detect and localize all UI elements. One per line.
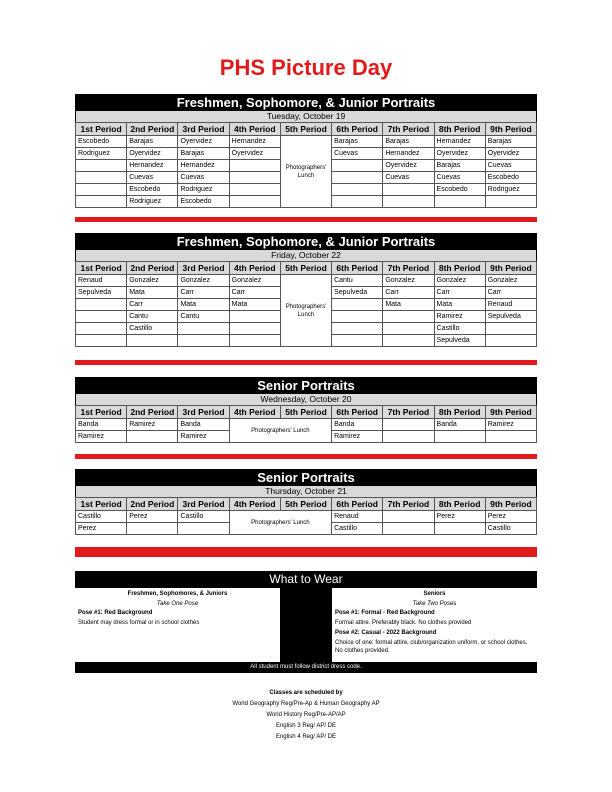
student-cell: Escobedo: [127, 184, 178, 196]
schedule-section-3: [75, 377, 537, 443]
student-cell: [76, 311, 127, 323]
period-header: 9th Period: [485, 123, 536, 136]
student-cell: [434, 523, 485, 535]
student-cell: [383, 323, 434, 335]
student-cell: [229, 311, 280, 323]
student-cell: Cuevas: [485, 160, 536, 172]
student-cell: Barajas: [332, 136, 383, 148]
period-header: 1st Period: [76, 123, 127, 136]
student-cell: Ramirez: [485, 419, 536, 431]
photographers-lunch: Photographers' Lunch: [229, 511, 331, 535]
student-cell: Cuevas: [332, 148, 383, 160]
class-line: English 4 Reg/ AP/ DE: [275, 734, 337, 740]
period-header: 7th Period: [383, 498, 434, 511]
student-cell: [332, 184, 383, 196]
student-cell: Perez: [76, 523, 127, 535]
wear-subheading: Take Two Poses: [412, 601, 457, 607]
student-cell: [332, 335, 383, 347]
period-header: 7th Period: [383, 262, 434, 275]
class-line: World Geography Reg/Pre-Ap & Human Geography AP: [232, 701, 380, 707]
student-cell: Cuevas: [127, 172, 178, 184]
student-cell: [178, 323, 229, 335]
student-cell: Carr: [127, 299, 178, 311]
student-cell: Cantu: [127, 311, 178, 323]
period-header: 3rd Period: [178, 406, 229, 419]
student-cell: Oyervidez: [127, 148, 178, 160]
student-cell: Gonzalez: [229, 275, 280, 287]
student-cell: [229, 172, 280, 184]
student-cell: Mata: [229, 299, 280, 311]
student-cell: Oyervidez: [229, 148, 280, 160]
period-header: 6th Period: [332, 406, 383, 419]
student-cell: [383, 335, 434, 347]
student-cell: Rodriguez: [485, 184, 536, 196]
period-header: 8th Period: [434, 123, 485, 136]
student-cell: [383, 184, 434, 196]
student-cell: Ramirez: [76, 431, 127, 443]
schedule-table: [75, 122, 537, 208]
period-header: 6th Period: [332, 498, 383, 511]
classes-heading: Classes are scheduled by: [269, 690, 343, 696]
student-cell: [332, 160, 383, 172]
table-row: [76, 136, 537, 148]
section-date: Tuesday, October 19: [75, 111, 537, 122]
schedule-table: [75, 405, 537, 443]
student-cell: Perez: [434, 511, 485, 523]
student-cell: Carr: [229, 287, 280, 299]
student-cell: Oyervidez: [485, 148, 536, 160]
section-banner: Freshmen, Sophomore, & Junior Portraits: [75, 233, 537, 250]
student-cell: [485, 323, 536, 335]
pose-title: Pose #1: Red Background: [78, 610, 153, 616]
student-cell: Banda: [178, 419, 229, 431]
student-cell: Escobedo: [434, 184, 485, 196]
wear-seniors: [332, 588, 537, 662]
classes-note: [0, 688, 612, 743]
period-header: 8th Period: [434, 498, 485, 511]
student-cell: Sepulveda: [76, 287, 127, 299]
table-row: [76, 419, 537, 431]
period-header: 9th Period: [485, 406, 536, 419]
student-cell: [76, 323, 127, 335]
student-cell: [383, 419, 434, 431]
student-cell: [383, 431, 434, 443]
student-cell: Ramirez: [178, 431, 229, 443]
student-cell: [127, 523, 178, 535]
period-header: 6th Period: [332, 123, 383, 136]
section-banner: Senior Portraits: [75, 377, 537, 394]
period-header: 9th Period: [485, 262, 536, 275]
student-cell: Barajas: [485, 136, 536, 148]
student-cell: [76, 299, 127, 311]
student-cell: Renaud: [332, 511, 383, 523]
schedule-table: [75, 497, 537, 535]
student-cell: Renaud: [485, 299, 536, 311]
student-cell: [383, 196, 434, 208]
pose-text: Choice of one: formal attire, club/organization uniform, or school clothes. No clothes provided.: [335, 640, 528, 654]
pose-title: Pose #2: Casual - 2022 Background: [335, 630, 437, 636]
student-cell: Castillo: [434, 323, 485, 335]
period-header: 3rd Period: [178, 262, 229, 275]
student-cell: Mata: [127, 287, 178, 299]
page-title: PHS Picture Day: [219, 55, 393, 80]
student-cell: Barajas: [127, 136, 178, 148]
section-banner: Freshmen, Sophomore, & Junior Portraits: [75, 94, 537, 111]
period-header: 5th Period: [280, 123, 331, 136]
red-divider: [75, 360, 537, 365]
student-cell: Perez: [127, 511, 178, 523]
student-cell: [485, 196, 536, 208]
photographers-lunch: Photographers' Lunch: [280, 136, 331, 208]
student-cell: Mata: [383, 299, 434, 311]
student-cell: Ramirez: [127, 419, 178, 431]
period-header: 4th Period: [229, 123, 280, 136]
dress-code-note: All student must follow district dress code.: [75, 662, 537, 673]
period-header: 1st Period: [76, 406, 127, 419]
student-cell: Carr: [383, 287, 434, 299]
period-header: 1st Period: [76, 262, 127, 275]
period-header: 9th Period: [485, 498, 536, 511]
student-cell: Castillo: [485, 523, 536, 535]
period-header: 7th Period: [383, 123, 434, 136]
what-to-wear: [75, 571, 537, 673]
wear-subheading: Take One Pose: [156, 601, 199, 607]
period-header: 3rd Period: [178, 498, 229, 511]
pose-text: Formal attire. Preferably black. No clothes provided: [335, 620, 472, 626]
student-cell: Mata: [178, 299, 229, 311]
class-line: World History Reg/Pre-AP/AP: [266, 712, 346, 718]
student-cell: [434, 196, 485, 208]
student-cell: [76, 160, 127, 172]
period-header: 8th Period: [434, 406, 485, 419]
table-row: [76, 275, 537, 287]
section-banner: Senior Portraits: [75, 469, 537, 486]
student-cell: Banda: [76, 419, 127, 431]
period-header: 8th Period: [434, 262, 485, 275]
student-cell: Sepulveda: [485, 311, 536, 323]
red-divider: [75, 454, 537, 459]
period-header: 4th Period: [229, 262, 280, 275]
student-cell: [332, 311, 383, 323]
period-header: 5th Period: [280, 406, 331, 419]
student-cell: Renaud: [76, 275, 127, 287]
student-cell: [76, 196, 127, 208]
student-cell: Hernandez: [434, 136, 485, 148]
student-cell: Gonzalez: [485, 275, 536, 287]
photographers-lunch: Photographers' Lunch: [280, 275, 331, 347]
student-cell: [229, 196, 280, 208]
period-header: 2nd Period: [127, 123, 178, 136]
student-cell: Gonzalez: [178, 275, 229, 287]
student-cell: [383, 311, 434, 323]
wear-divider: [280, 588, 332, 662]
wear-underclass: [75, 588, 280, 662]
class-line: English 3 Reg/ AP/ DE: [275, 723, 337, 729]
student-cell: Perez: [485, 511, 536, 523]
red-divider: [75, 547, 537, 557]
period-header: 1st Period: [76, 498, 127, 511]
schedule-section-4: [75, 469, 537, 535]
student-cell: Cuevas: [178, 172, 229, 184]
period-header: 2nd Period: [127, 498, 178, 511]
pose-text: Student may dress formal or in school clothes: [78, 620, 200, 626]
student-cell: Mata: [434, 299, 485, 311]
period-header: 2nd Period: [127, 406, 178, 419]
period-header: 4th Period: [229, 406, 280, 419]
student-cell: Gonzalez: [434, 275, 485, 287]
student-cell: Barajas: [178, 148, 229, 160]
period-header: 2nd Period: [127, 262, 178, 275]
student-cell: [76, 335, 127, 347]
student-cell: Rodriguez: [76, 148, 127, 160]
period-header: 5th Period: [280, 498, 331, 511]
student-cell: Castillo: [127, 323, 178, 335]
student-cell: Banda: [332, 419, 383, 431]
student-cell: Barajas: [434, 160, 485, 172]
student-cell: Hernandez: [178, 160, 229, 172]
student-cell: Cuevas: [434, 172, 485, 184]
wear-heading: Freshmen, Sophomores, & Juniors: [127, 591, 228, 597]
student-cell: [229, 323, 280, 335]
student-cell: Escobedo: [178, 196, 229, 208]
student-cell: Carr: [434, 287, 485, 299]
red-divider: [75, 217, 537, 222]
student-cell: Carr: [485, 287, 536, 299]
student-cell: Hernandez: [383, 148, 434, 160]
period-header: 6th Period: [332, 262, 383, 275]
section-date: Thursday, October 21: [75, 486, 537, 497]
student-cell: [178, 335, 229, 347]
student-cell: Escobedo: [76, 136, 127, 148]
period-header: 7th Period: [383, 406, 434, 419]
section-date: Friday, October 22: [75, 250, 537, 261]
student-cell: Rodriguez: [178, 184, 229, 196]
wear-heading: Seniors: [423, 591, 446, 597]
student-cell: [127, 431, 178, 443]
student-cell: [127, 335, 178, 347]
student-cell: Cantu: [332, 275, 383, 287]
student-cell: Cuevas: [383, 172, 434, 184]
student-cell: Castillo: [178, 511, 229, 523]
student-cell: Cantu: [178, 311, 229, 323]
student-cell: Castillo: [332, 523, 383, 535]
student-cell: Castillo: [76, 511, 127, 523]
photographers-lunch: Photographers' Lunch: [229, 419, 331, 443]
student-cell: Gonzalez: [383, 275, 434, 287]
student-cell: [229, 335, 280, 347]
student-cell: [332, 172, 383, 184]
schedule-section-1: [75, 94, 537, 208]
student-cell: Oyervidez: [383, 160, 434, 172]
student-cell: Gonzalez: [127, 275, 178, 287]
student-cell: Hernandez: [127, 160, 178, 172]
schedule-table: [75, 261, 537, 347]
student-cell: Hernandez: [229, 136, 280, 148]
pose-title: Pose #1: Formal - Red Background: [335, 610, 435, 616]
student-cell: Oyervidez: [178, 136, 229, 148]
student-cell: Sepulveda: [332, 287, 383, 299]
student-cell: [178, 523, 229, 535]
period-header: 5th Period: [280, 262, 331, 275]
student-cell: [485, 335, 536, 347]
student-cell: Rodriguez: [127, 196, 178, 208]
student-cell: Carr: [178, 287, 229, 299]
student-cell: [434, 431, 485, 443]
student-cell: Escobedo: [485, 172, 536, 184]
student-cell: [76, 172, 127, 184]
schedule-section-2: [75, 233, 537, 347]
period-header: 4th Period: [229, 498, 280, 511]
wear-banner: What to Wear: [75, 571, 537, 588]
student-cell: [229, 184, 280, 196]
student-cell: Banda: [434, 419, 485, 431]
student-cell: [332, 299, 383, 311]
student-cell: Oyervidez: [434, 148, 485, 160]
student-cell: Barajas: [383, 136, 434, 148]
student-cell: [383, 511, 434, 523]
section-date: Wednesday, October 20: [75, 394, 537, 405]
student-cell: Sepulveda: [434, 335, 485, 347]
student-cell: [485, 431, 536, 443]
table-row: [76, 511, 537, 523]
student-cell: [332, 196, 383, 208]
student-cell: [332, 323, 383, 335]
student-cell: [76, 184, 127, 196]
period-header: 3rd Period: [178, 123, 229, 136]
student-cell: [383, 523, 434, 535]
student-cell: [229, 160, 280, 172]
student-cell: Ramirez: [434, 311, 485, 323]
student-cell: Ramirez: [332, 431, 383, 443]
